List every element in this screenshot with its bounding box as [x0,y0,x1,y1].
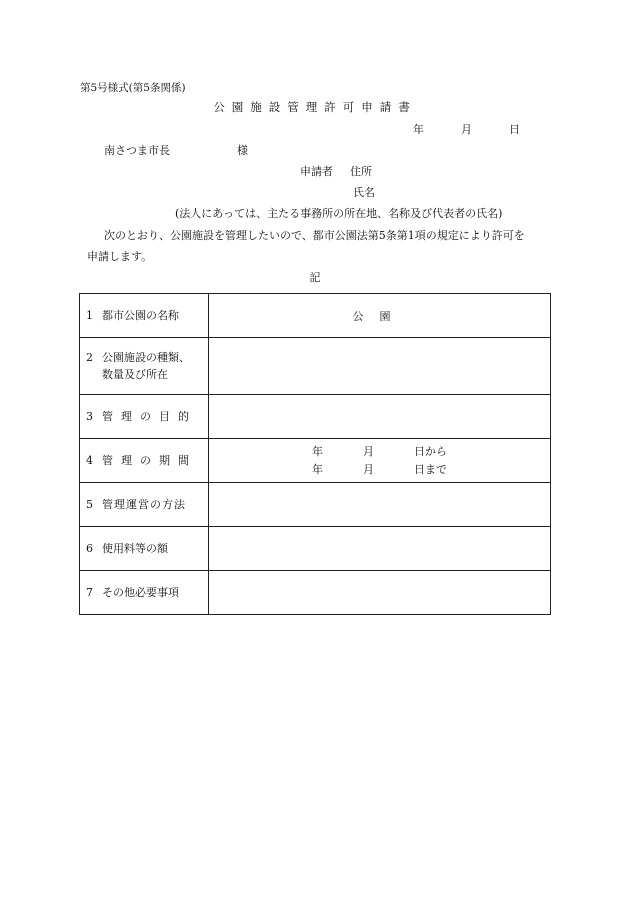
row-label-text: 管理の期間 [102,453,197,467]
period-from-year: 年 [312,445,323,459]
row-label-text: その他必要事項 [102,585,179,599]
row-label [80,571,209,615]
date-month: 月 [461,123,472,136]
park-name-field[interactable] [209,294,551,338]
row-label [80,483,209,527]
period-from-day: 日から [414,445,447,459]
row-label [80,395,209,439]
application-table [79,293,551,615]
row-label-text: 公園施設の種類、 [102,350,190,364]
period-from [209,443,550,460]
period-from-month: 月 [363,445,374,459]
row-number: 4 [86,453,93,467]
row-label-text-2: 数量及び所在 [102,368,168,381]
fee-amount-field[interactable] [209,527,551,571]
purpose-field[interactable] [209,395,551,439]
table-row [80,294,551,338]
row-label [80,527,209,571]
table-row [80,571,551,615]
row-label [80,439,209,483]
management-method-field[interactable] [209,483,551,527]
addressee-name: 南さつま市長 [104,144,170,157]
applicant-address-label: 住所 [350,165,372,178]
date-year: 年 [413,123,424,136]
addressee-honorific: 様 [237,144,248,157]
period-to [209,461,550,478]
table-row [80,395,551,439]
row-label-text: 都市公園の名称 [102,308,179,322]
period-field[interactable] [209,439,551,483]
body-text-line2: 申請します。 [87,250,153,263]
period-to-year: 年 [312,462,323,476]
facility-details-field[interactable] [209,338,551,395]
row-number: 5 [86,497,93,511]
row-number: 1 [86,308,93,322]
ki-heading: 記 [309,271,321,284]
addressee [104,145,248,156]
form-number: 第5号様式(第5条関係) [80,82,186,94]
period-to-month: 月 [363,462,374,476]
body-text-line1: 次のとおり、公園施設を管理したいので、都市公園法第5条第1項の規定により許可を [104,229,525,242]
corporation-note: (法人にあっては、主たる事務所の所在地、名称及び代表者の氏名) [175,207,503,220]
date-line [413,124,520,135]
date-day: 日 [509,123,520,136]
table-row [80,527,551,571]
row-number: 6 [86,541,93,555]
row-label-text: 管理の目的 [102,409,197,423]
document-title: 公園施設管理許可申請書 [213,100,417,114]
row-label [80,294,209,338]
applicant-label: 申請者 [300,165,333,178]
applicant-address-line [300,166,372,177]
row-number: 3 [86,409,93,423]
row-label-text: 使用料等の額 [102,541,168,555]
table-row [80,483,551,527]
table-row [80,338,551,395]
row-number: 7 [86,585,93,599]
applicant-name-label: 氏名 [353,186,375,199]
row-number: 2 [86,350,93,364]
period-to-day: 日まで [414,462,447,476]
row-label-text: 管理運営の方法 [102,497,186,511]
table-row [80,439,551,483]
row-label [80,338,209,395]
park-suffix: 公園 [352,309,407,323]
other-matters-field[interactable] [209,571,551,615]
